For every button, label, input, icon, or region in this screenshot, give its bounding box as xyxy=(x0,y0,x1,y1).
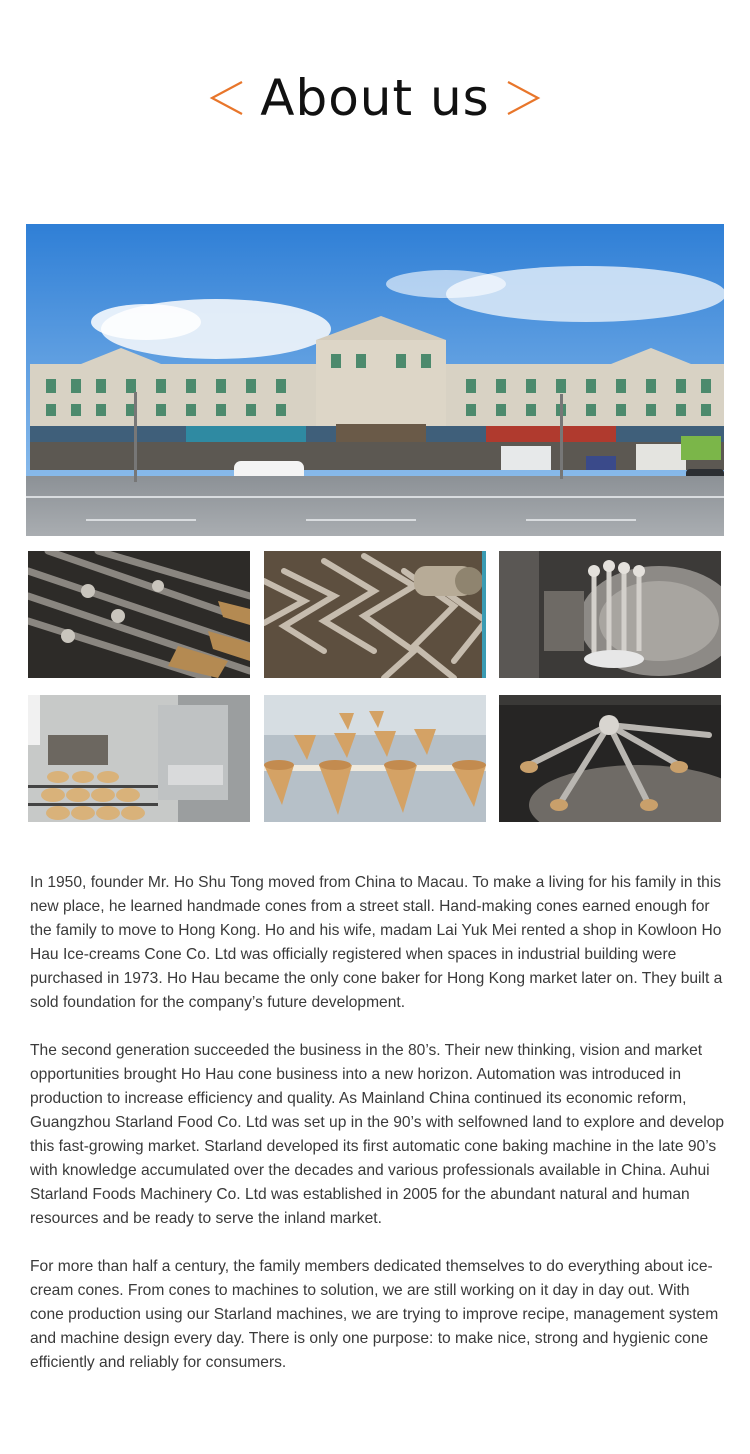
about-text xyxy=(30,871,726,1399)
cone-rolling-arms-photo xyxy=(499,695,721,822)
paragraph-history: In 1950, founder Mr. Ho Shu Tong moved from China to Macau. To make a living for his family in this new place, he learned handmade cones from a street stall. Hand-making cones earned enough for the family to move to Hong Kong. Ho and his wife, madam Lai Yuk Mei rented a shop in Kowloon Ho Hau Ice-creams Cone Co. Ltd was officially registered when spaces in industrial building were purchased in 1973. Ho Hau became the only cone baker for Hong Kong market later on. They built a sold foundation for the company’s future development. xyxy=(30,874,723,1011)
factory-building-photo xyxy=(26,224,724,536)
cone-machine-conveyor-photo xyxy=(28,695,250,822)
baking-plate-photo xyxy=(264,551,486,678)
cones-on-rack-photo xyxy=(264,695,486,822)
left-bracket-icon xyxy=(208,78,246,118)
right-bracket-icon xyxy=(504,78,542,118)
page-title: About us xyxy=(260,69,490,127)
section-header xyxy=(0,68,750,128)
paragraph-second-generation: The second generation succeeded the business in the 80’s. Their new thinking, vision and market opportunities brought Ho Hau cone business into a new horizon. Automation was introduced in production to increase efficiency and quality. As Mainland China continued its economic reform, Guangzhou Starland Food Co. Ltd was set up in the 90’s with selfowned land to explore and develop this fast-growing market. Starland developed its first automatic cone baking machine in the late 90’s with knowledge accumulated over the decades and various professionals available in China. Auhui Starland Foods Machinery Co. Ltd was established in 2005 for the abundant natural and human resources and be ready to serve the inland market. xyxy=(30,1042,725,1227)
paragraph-purpose: For more than half a century, the family members dedicated themselves to do everything about ice-cream cones. From cones to machines to solution, we are still working on it day in day out. With cone production using our Starland machines, we are trying to improve recipe, management system and machine design every day. There is only one purpose: to make nice, strong and hygienic cone efficiently and reliably for consumers. xyxy=(30,1258,719,1371)
rotary-machine-photo xyxy=(499,551,721,678)
cone-baking-mold-rods-photo xyxy=(28,551,250,678)
